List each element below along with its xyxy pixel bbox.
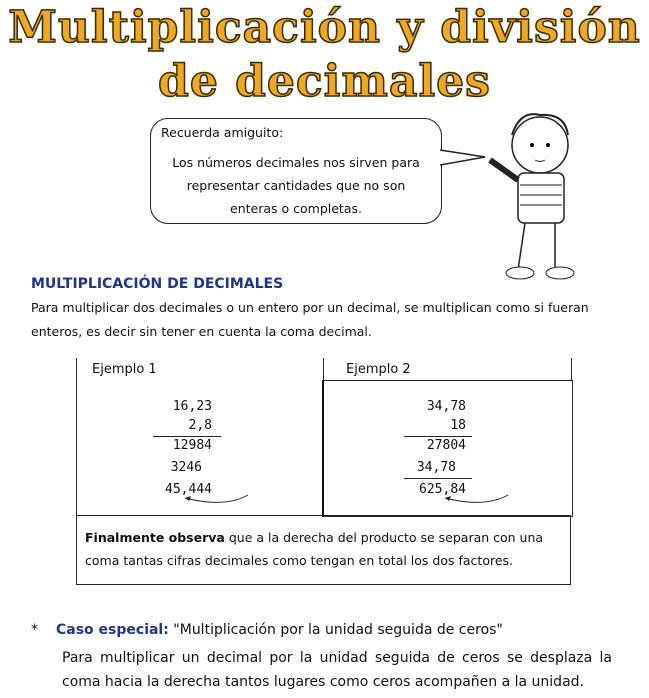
ex2-rule-2: [404, 478, 472, 479]
title-line-2: de decimales: [158, 56, 491, 107]
example-2-label: Ejemplo 2: [346, 362, 411, 377]
special-case-heading: [31, 622, 503, 638]
ex2-factor-1: 34,78: [426, 399, 466, 414]
title-line-1: Multiplicación y división: [8, 2, 641, 53]
ex1-partial-2: 3246: [170, 460, 202, 475]
example-1-label: Ejemplo 1: [92, 362, 157, 377]
conclusion-box: [76, 515, 571, 585]
bubble-body: Los números decimales nos sirven para representar cantidades que no son enteras o completas.: [172, 155, 420, 216]
conclusion-text: que a la derecha del producto se separan con una coma tantas cifras decimales como tengan en total los dos factores.: [85, 530, 544, 568]
ex2-partial-2: 34,78: [416, 460, 456, 475]
speech-bubble: [150, 118, 442, 224]
section-text: Para multiplicar dos decimales o un entero por un decimal, se multiplican como si fueran enteros, es decir sin tener en cuenta la coma decimal.: [31, 300, 589, 339]
ex2-partial-1: 27804: [426, 438, 466, 453]
ex1-factor-1: 16,23: [172, 399, 212, 414]
ex1-result: 45,444: [165, 482, 212, 497]
ex2-factor-2: 18: [450, 418, 466, 433]
arrow-icon: [180, 490, 250, 510]
bubble-heading: Recuerda amiguito:: [161, 125, 284, 140]
boy-illustration: [440, 105, 600, 290]
arrow-icon: [440, 490, 510, 510]
section-heading: MULTIPLICACIÓN DE DECIMALES: [31, 276, 284, 292]
special-case-label: Caso especial:: [56, 622, 169, 638]
bullet: *: [31, 622, 38, 638]
ex1-partial-1: 12984: [172, 438, 212, 453]
special-case-title: "Multiplicación por la unidad seguida de ceros": [168, 622, 503, 638]
conclusion-bold: Finalmente observa: [85, 530, 225, 545]
ex2-result: 625,84: [419, 482, 466, 497]
special-case-text: Para multiplicar un decimal por la unidad seguida de ceros se desplaza la coma hacia la derecha tantos lugares como ceros acompañen a la unidad.: [62, 650, 612, 690]
ex1-factor-2: 2,8: [188, 418, 212, 433]
